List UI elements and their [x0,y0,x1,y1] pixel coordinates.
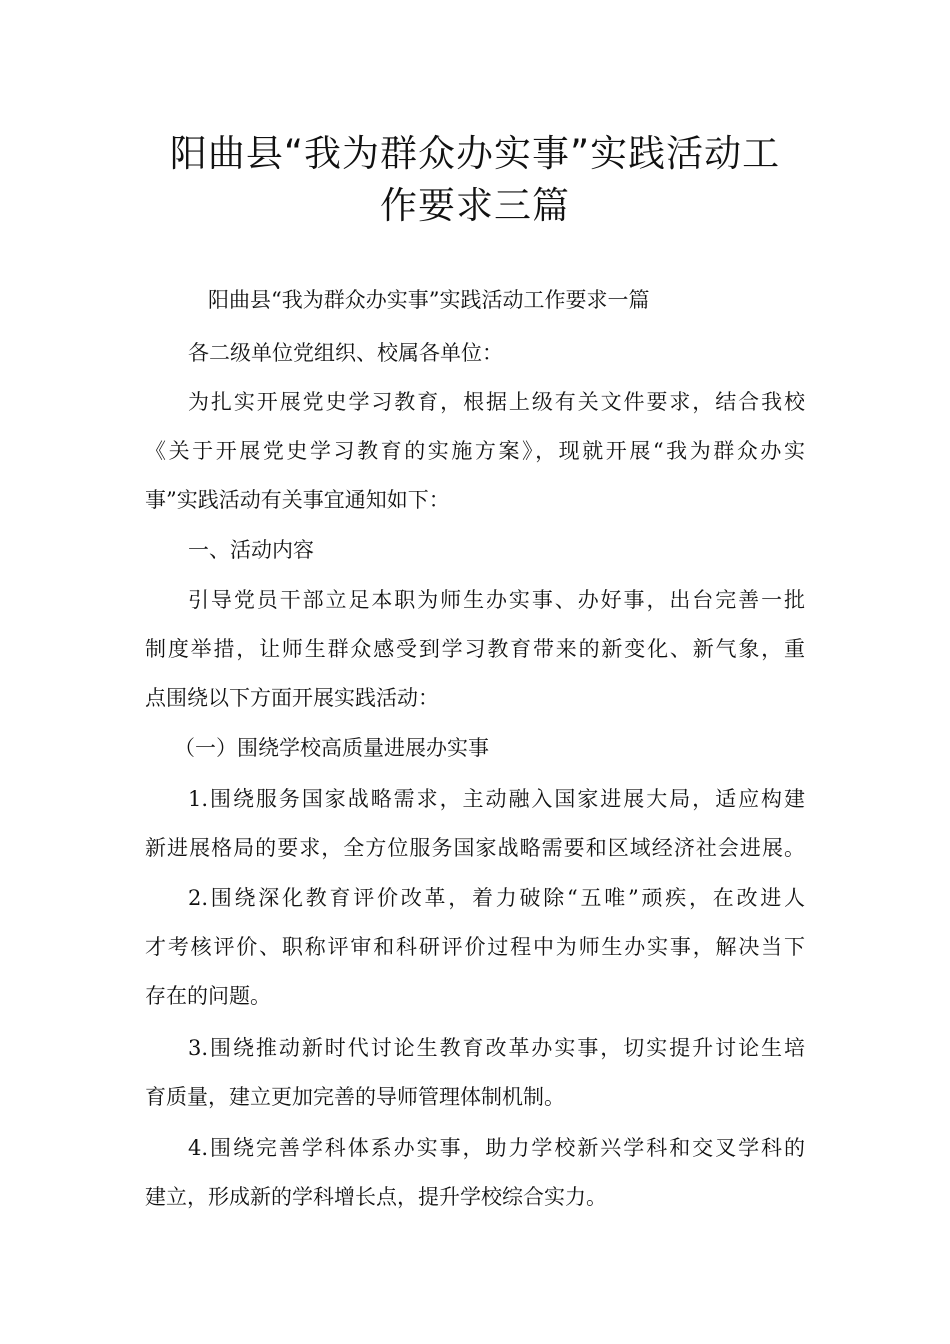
salutation: 各二级单位党组织、校属各单位： [188,341,503,365]
paragraph-line: 建立，形成新的学科增长点，提升学校综合实力。 [145,1185,607,1209]
paragraph-line: 事”实践活动有关事宜通知如下： [145,488,450,512]
paragraph-line: 引导党员干部立足本职为师生办实事、办好事，出台完善一批 [188,588,805,612]
paragraph-line: 育质量，建立更加完善的导师管理体制机制。 [145,1085,565,1109]
paragraph-line: 《关于开展党史学习教育的实施方案》，现就开展“我为群众办实 [145,439,805,463]
paragraph-line: 4.围绕完善学科体系办实事，助力学校新兴学科和交叉学科的 [188,1136,805,1160]
subsection-heading: （一）围绕学校高质量进展办实事 [174,736,489,760]
document-subtitle: 阳曲县“我为群众办实事”实践活动工作要求一篇 [208,288,650,312]
paragraph-line: 1.围绕服务国家战略需求，主动融入国家进展大局，适应构建 [188,787,805,811]
paragraph-line: 为扎实开展党史学习教育，根据上级有关文件要求，结合我校 [188,390,805,414]
paragraph-line: 才考核评价、职称评审和科研评价过程中为师生办实事，解决当下 [145,935,805,959]
document-title-line-1: 阳曲县“我为群众办实事”实践活动工 [169,132,781,175]
paragraph-line: 新进展格局的要求，全方位服务国家战略需要和区域经济社会进展。 [145,836,805,860]
paragraph-line: 存在的问题。 [145,984,271,1008]
paragraph-line: 2.围绕深化教育评价改革，着力破除“五唯”顽疾，在改进人 [188,886,805,910]
paragraph-line: 3.围绕推动新时代讨论生教育改革办实事，切实提升讨论生培 [188,1036,805,1060]
paragraph-line: 点围绕以下方面开展实践活动： [145,686,439,710]
paragraph-line: 制度举措，让师生群众感受到学习教育带来的新变化、新气象，重 [145,637,805,661]
document-title-line-2: 作要求三篇 [380,184,570,227]
section-heading: 一、活动内容 [188,538,314,562]
